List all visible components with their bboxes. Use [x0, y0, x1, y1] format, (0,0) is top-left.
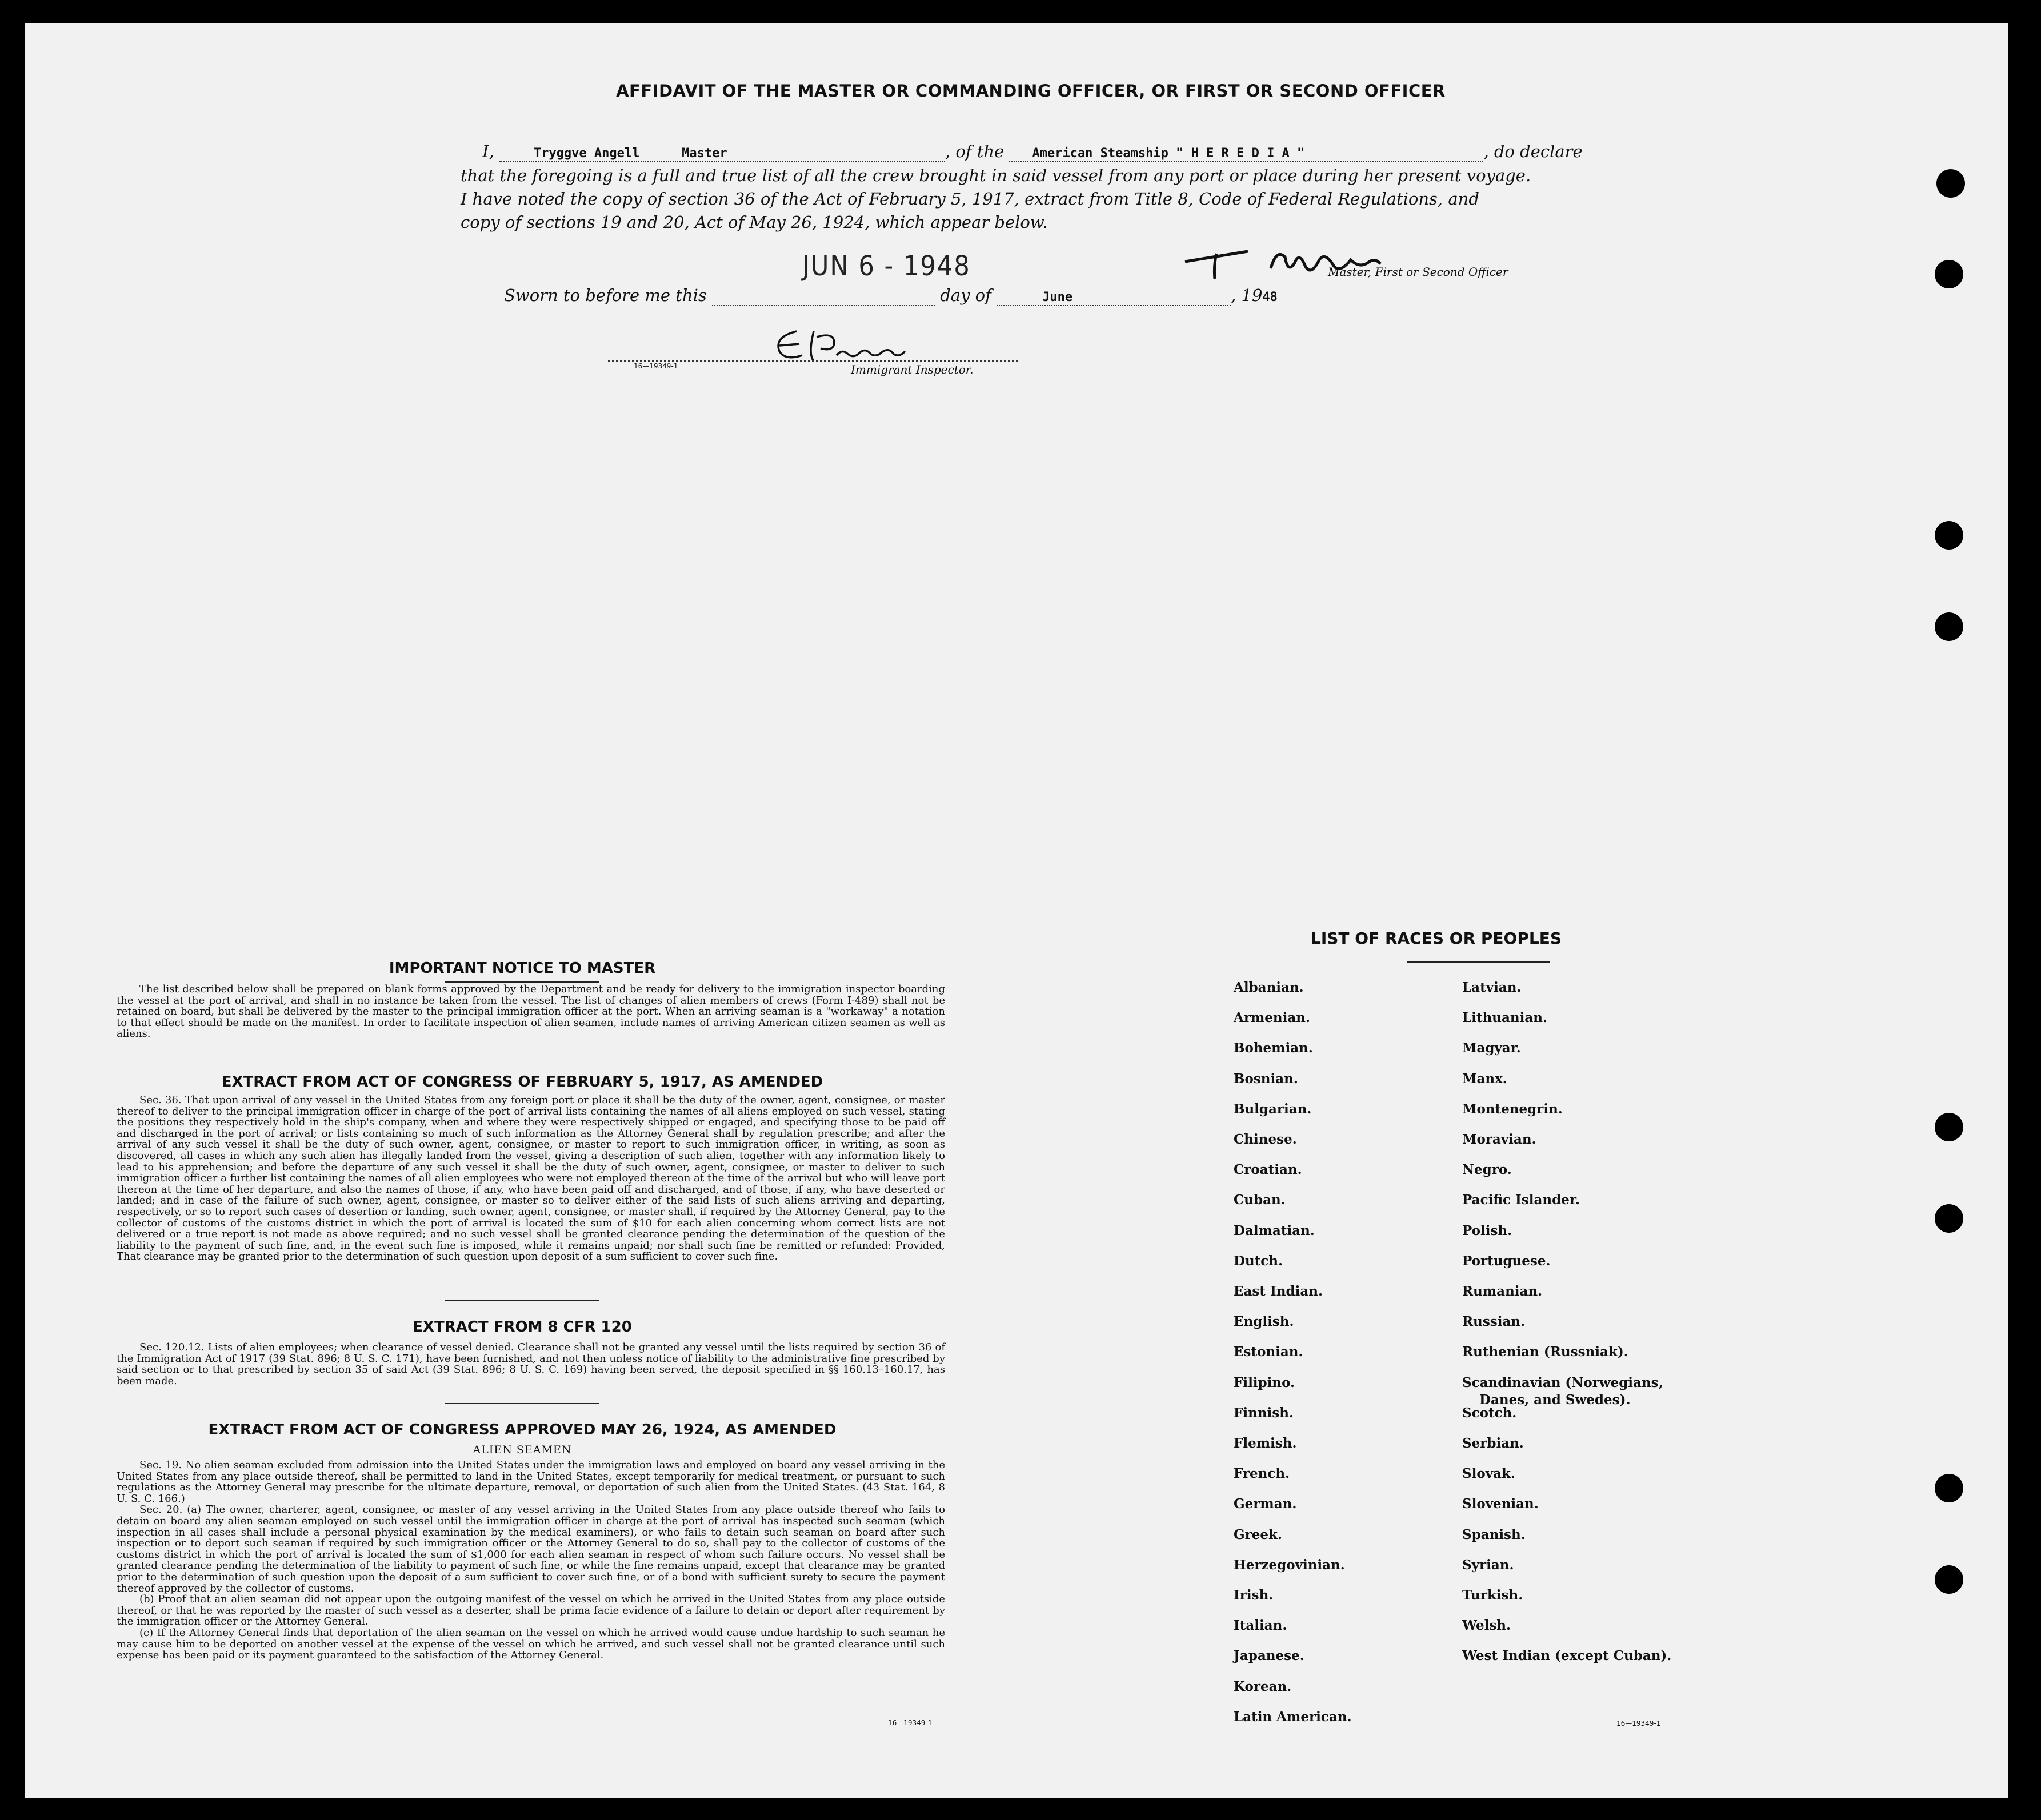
punch-hole	[1935, 1204, 1963, 1233]
race-item: Bohemian.	[1234, 1040, 1313, 1056]
races-rule	[1407, 961, 1550, 963]
sworn-day-label: day of	[940, 286, 991, 305]
race-item: Ruthenian (Russniak).	[1462, 1344, 1628, 1360]
race-item: Manx.	[1462, 1071, 1507, 1087]
race-item: Turkish.	[1462, 1588, 1523, 1603]
race-item: Albanian.	[1234, 980, 1304, 995]
affidavit-line-4: copy of sections 19 and 20, Act of May 26, 1924, which appear below.	[461, 213, 1048, 232]
extract3-sec20c: (c) If the Attorney General finds that deportation of the alien seaman on the vessel on which he arrived would cause undue hardship to such seaman he may cause him to be deported on another vessel at the expense of the vessel on which he arrived, and such vessel shall not be granted clearance until such expense has been paid or its payment guaranteed to the satisfaction of the Attorney General.	[117, 1626, 945, 1662]
race-item: Bulgarian.	[1234, 1101, 1312, 1117]
affidavit-line-3: I have noted the copy of section 36 of the Act of February 5, 1917, extract from Title 8, Code of Federal Regulations, and	[461, 189, 1479, 209]
extract3-sec20b: (b) Proof that an alien seaman did not appear upon the outgoing manifest of the vessel on which he arrived in the United States from any place outside thereof, or that he was reported by the master of such vessel as a deserter, shall be prima facie evidence of a failure to detain or deport after requirement by the immigration officer or the Attorney General.	[117, 1593, 945, 1628]
notice-body: The list described below shall be prepared on blank forms approved by the Department and be ready for delivery to the immigration inspector boarding the vessel at the port of arrival, and shall in no instance be taken from the vessel. The list of changes of alien members of crews (Form I-489) shall not be retained on board, but shall be delivered by the master to the principal immigration officer at the port. When an arriving seaman is a "workaway" a notation to that effect should be made on the manifest. In order to facilitate inspection of alien seamen, include names of arriving American citizen seamen as well as aliens.	[117, 983, 945, 1040]
signature-caption: Master, First or Second Officer	[1328, 265, 1508, 279]
race-item: Montenegrin.	[1462, 1101, 1563, 1117]
punch-hole	[1936, 169, 1965, 198]
race-item: Dalmatian.	[1234, 1222, 1315, 1238]
race-item: Syrian.	[1462, 1557, 1514, 1573]
signature-caption-row	[1328, 265, 1508, 279]
race-item: Greek.	[1234, 1526, 1282, 1542]
extract1-heading: EXTRACT FROM ACT OF CONGRESS OF FEBRUARY 5, 1917, AS AMENDED	[221, 1073, 823, 1091]
race-item: Cuban.	[1234, 1192, 1286, 1208]
extract1-rule	[445, 1300, 599, 1301]
punch-hole	[1935, 1113, 1963, 1141]
race-item: Portuguese.	[1462, 1253, 1551, 1269]
punch-hole	[1935, 1474, 1963, 1502]
race-item: Rumanian.	[1462, 1284, 1543, 1299]
affidavit-line-2: that the foregoing is a full and true list of all the crew brought in said vessel from any port or place during her present voyage.	[461, 166, 1531, 185]
race-item: West Indian (except Cuban).	[1462, 1648, 1672, 1664]
race-item: East Indian.	[1234, 1284, 1323, 1299]
race-item: Spanish.	[1462, 1526, 1526, 1542]
affidavit-form-number: 16—19349-1	[634, 362, 678, 370]
punch-hole	[1935, 1565, 1963, 1594]
affidavit-title: AFFIDAVIT OF THE MASTER OR COMMANDING OFFICER, OR FIRST OR SECOND OFFICER	[616, 81, 1446, 101]
race-item: Danes, and Swedes).	[1479, 1392, 1631, 1408]
officer-name: Tryggve Angell	[533, 146, 640, 161]
officer-rank: Master	[682, 146, 727, 161]
extract2-heading: EXTRACT FROM 8 CFR 120	[413, 1318, 632, 1336]
affidavit-of-the: , of the	[945, 142, 1005, 161]
punch-hole	[1935, 521, 1963, 550]
extract3-body	[117, 1460, 945, 1661]
race-item: German.	[1234, 1496, 1297, 1512]
vessel-name: American Steamship " H E R E D I A "	[1032, 146, 1305, 161]
sworn-year: 48	[1262, 290, 1278, 304]
race-item: Lithuanian.	[1462, 1010, 1547, 1026]
races-heading: LIST OF RACES OR PEOPLES	[1311, 929, 1562, 948]
race-item: Italian.	[1234, 1618, 1287, 1634]
race-item: Dutch.	[1234, 1253, 1283, 1269]
inspector-caption: Immigrant Inspector.	[851, 363, 974, 376]
race-item: Pacific Islander.	[1462, 1192, 1580, 1208]
extract2-rule	[445, 1403, 599, 1404]
sworn-year-prefix: , 19	[1231, 286, 1263, 305]
document-page	[25, 23, 2008, 1798]
punch-hole	[1935, 260, 1963, 288]
race-item: Scandinavian (Norwegians,	[1462, 1374, 1663, 1390]
race-item: Russian.	[1462, 1314, 1526, 1330]
race-item: Estonian.	[1234, 1344, 1303, 1360]
race-item: Herzegovinian.	[1234, 1557, 1345, 1573]
sworn-line	[504, 286, 1278, 306]
extract3-sec20a: Sec. 20. (a) The owner, charterer, agent, consignee, or master of any vessel arriving in the United States from any place outside thereof who fails to detain on board any alien seaman employed on such vessel until the immigration officer in charge at the port of arrival has inspected such seaman (which inspection in all cases shall include a personal physical examination by the medical examiners), or who fails to detain such seaman on board after such inspection or to deport such seaman if required by such immigration officer or the Attorney General to do so, shall pay to the collector of customs of the customs district in which the port of arrival is located the sum of $1,000 for each alien seaman in respect of whom such failure occurs. No vessel shall be granted clearance pending the determination of the liability to payment of such fine, or while the fine remains unpaid, except that clearance may be granted prior to the determination of such question upon the deposit of a sum sufficient to cover such fine, or of a bond with sufficient surety to secure the payment thereof approved by the collector of customs.	[117, 1504, 945, 1594]
affidavit-declare: , do declare	[1483, 142, 1583, 161]
races-form-number: 16—19349-1	[1616, 1719, 1661, 1727]
sworn-prefix: Sworn to before me this	[504, 286, 707, 305]
race-item: Slovenian.	[1462, 1496, 1539, 1512]
sworn-month-field	[997, 286, 1231, 306]
date-stamp: JUN 6 - 1948	[802, 250, 971, 282]
race-item: Scotch.	[1462, 1405, 1517, 1421]
race-item: Irish.	[1234, 1588, 1274, 1603]
officer-field	[499, 142, 945, 162]
race-item: English.	[1234, 1314, 1294, 1330]
notice-rule	[445, 981, 599, 983]
race-item: Welsh.	[1462, 1618, 1511, 1634]
notice-heading: IMPORTANT NOTICE TO MASTER	[389, 960, 656, 977]
notice-form-number: 16—19349-1	[888, 1719, 933, 1727]
punch-hole	[1935, 612, 1963, 641]
race-item: Serbian.	[1462, 1436, 1524, 1451]
race-item: Latvian.	[1462, 980, 1522, 995]
race-item: Moravian.	[1462, 1132, 1536, 1147]
race-item: Negro.	[1462, 1162, 1512, 1178]
race-item: Filipino.	[1234, 1374, 1295, 1390]
extract2-body: Sec. 120.12. Lists of alien employees; when clearance of vessel denied. Clearance shall not be granted any vessel until the lists required by section 36 of the Immigration Act of 1917 (39 Stat. 896; 8 U. S. C. 171), have been furnished, and not then unless notice of liability to the administrative fine prescribed by said section or to that prescribed by section 35 of said Act (39 Stat. 896; 8 U. S. C. 169) having been served, the deposit specified in §§ 160.13–160.17, has been made.	[117, 1341, 945, 1387]
race-item: Finnish.	[1234, 1405, 1294, 1421]
race-item: Latin American.	[1234, 1709, 1352, 1725]
sworn-month: June	[1042, 290, 1073, 304]
race-item: Japanese.	[1234, 1648, 1304, 1664]
extract1-body: Sec. 36. That upon arrival of any vessel in the United States from any foreign port or place it shall be the duty of the owner, agent, consignee, or master thereof to deliver to the principal immigration officer in charge of the port of arrival lists containing the names of all aliens employed on such vessel, stating the positions they respectively hold in the ship's company, when and where they were respectively shipped or engaged, and specifying those to be paid off and discharged in the port of arrival; or lists containing so much of such information as the Attorney General shall by regulation prescribe; and after the arrival of any such vessel it shall be the duty of such owner, agent, consignee, or master to report to such immigration officer, in writing, as soon as discovered, all cases in which any such alien has illegally landed from the vessel, giving a description of such alien, together with any information likely to lead to his apprehension; and before the departure of any such vessel it shall be the duty of such owner, agent, consignee, or master to deliver to such immigration officer a further list containing the names of all alien employees who were not employed thereon at the time of the arrival but who will leave port thereon at the time of her departure, and also the names of those, if any, who have been paid off and discharged, and of those, if any, who have deserted or landed; and in case of the failure of such owner, agent, consignee, or master so to deliver either of the said lists of such aliens arriving and departing, respectively, or so to report such cases of desertion or landing, such owner, agent, consignee, or master shall, if required by the Attorney General, pay to the collector of customs of the customs district in which the port of arrival is located the sum of $10 for each alien concerning whom correct lists are not delivered or a true report is not made as above required; and no such vessel shall be granted clearance pending the determination of the question of the liability to the payment of such fine, and, in the event such fine is imposed, while it remains unpaid; nor shall such fine be remitted or refunded: Provided, That clearance may be granted prior to the determination of such question upon deposit of a sum sufficient to cover such fine.	[117, 1094, 945, 1263]
sworn-day-field	[712, 286, 935, 306]
race-item: Korean.	[1234, 1678, 1292, 1694]
race-item: Polish.	[1462, 1222, 1512, 1238]
race-item: French.	[1234, 1466, 1290, 1482]
race-item: Bosnian.	[1234, 1071, 1298, 1087]
vessel-field	[1009, 142, 1483, 162]
affidavit-prefix: I,	[482, 142, 494, 161]
extract3-subheading: ALIEN SEAMEN	[473, 1444, 572, 1456]
race-item: Flemish.	[1234, 1436, 1297, 1451]
race-item: Armenian.	[1234, 1010, 1311, 1026]
race-item: Croatian.	[1234, 1162, 1302, 1178]
race-item: Chinese.	[1234, 1132, 1297, 1147]
extract3-sec19: Sec. 19. No alien seaman excluded from admission into the United States under the immigration laws and employed on board any vessel arriving in the United States from any place outside thereof, shall be permitted to land in the United States, except temporarily for medical treatment, or pursuant to such regulations as the Attorney General may prescribe for the ultimate departure, removal, or deportation of such alien from the United States. (43 Stat. 164, 8 U. S. C. 166.)	[117, 1459, 945, 1505]
extract3-heading: EXTRACT FROM ACT OF CONGRESS APPROVED MAY 26, 1924, AS AMENDED	[208, 1421, 837, 1438]
race-item: Magyar.	[1462, 1040, 1521, 1056]
affidavit-line-1	[482, 142, 1583, 162]
race-item: Slovak.	[1462, 1466, 1515, 1482]
